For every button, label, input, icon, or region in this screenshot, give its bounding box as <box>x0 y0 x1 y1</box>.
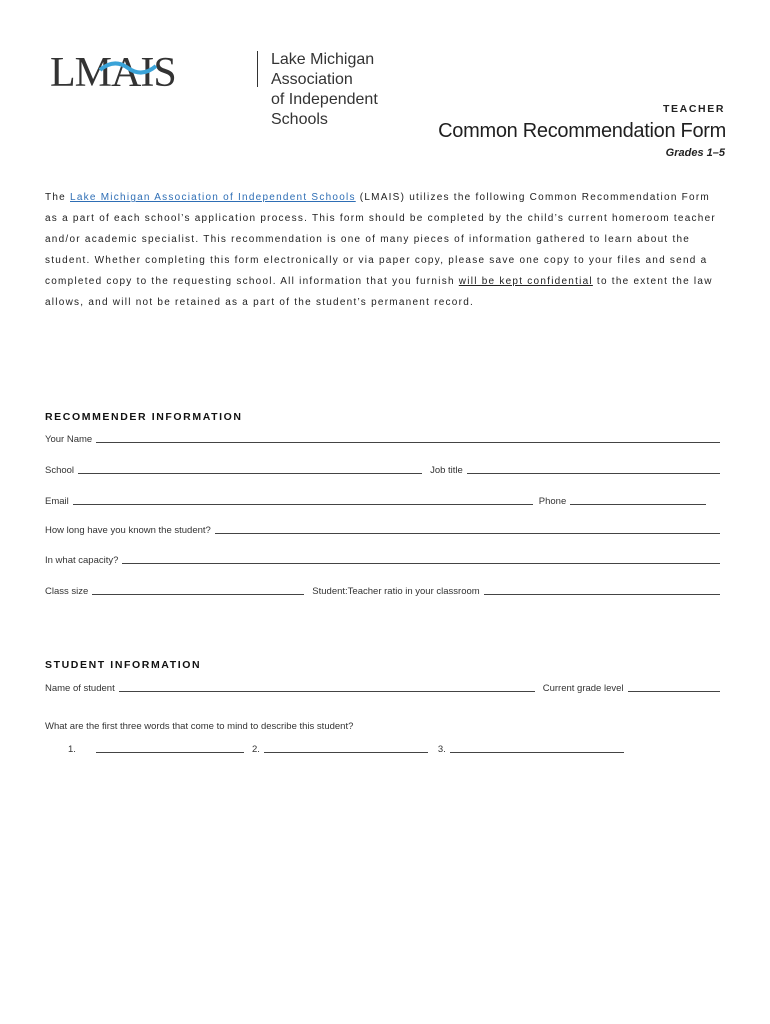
job-title-field[interactable] <box>467 463 720 474</box>
recommender-section-heading: RECOMMENDER INFORMATION <box>45 411 243 423</box>
known-duration-field[interactable] <box>215 523 720 534</box>
your-name-label: Your Name <box>45 434 93 445</box>
word-1-number: 1. <box>68 744 76 755</box>
phone-label: Phone <box>538 496 567 507</box>
email-label: Email <box>45 496 69 507</box>
known-row <box>45 522 720 536</box>
word-3-number: 3. <box>437 744 446 755</box>
school-row <box>45 462 720 476</box>
student-name-label: Name of student <box>45 683 115 694</box>
ratio-label: Student:Teacher ratio in your classroom <box>312 586 480 597</box>
school-field[interactable] <box>78 463 422 474</box>
word-2-field[interactable] <box>264 742 428 753</box>
lmais-logo-mark <box>50 48 196 94</box>
phone-field[interactable] <box>570 494 706 505</box>
logo-wordmark: LMAIS <box>50 50 176 94</box>
your-name-field[interactable] <box>96 432 720 443</box>
form-title: Common Recommendation Form <box>438 120 726 142</box>
intro-paragraph <box>45 187 725 313</box>
three-words-question-row <box>45 718 720 732</box>
organization-name-line-1: Lake Michigan Association <box>271 51 375 88</box>
form-type-label: TEACHER <box>663 103 725 115</box>
student-section-heading: STUDENT INFORMATION <box>45 659 202 671</box>
class-size-label: Class size <box>45 586 89 597</box>
word-3-field[interactable] <box>450 742 624 753</box>
three-words-question: What are the first three words that come to mind to describe this student? <box>45 721 354 732</box>
capacity-field[interactable] <box>122 553 720 564</box>
capacity-row <box>45 552 720 566</box>
email-row <box>45 493 720 507</box>
grade-level-field[interactable] <box>628 681 720 692</box>
intro-text-middle: (LMAIS) utilizes the following Common Recommendation Form as a part of each school’s application process. This form should be completed by the child’s current homeroom teacher and/or academic specialist. This recommendation is one of many pieces of information gathered to learn about the student. Whether completing this form electronically or via paper copy, please save one copy to your files and send a completed copy to the requesting school. All information that you furnish <box>45 192 716 287</box>
email-field[interactable] <box>73 494 533 505</box>
logo-divider <box>257 51 258 87</box>
lmais-link[interactable]: Lake Michigan Association of Independent Schools <box>70 192 356 203</box>
ratio-field[interactable] <box>484 584 720 595</box>
job-title-label: Job title <box>430 465 463 476</box>
organization-name-line-2: of Independent Schools <box>271 91 378 128</box>
organization-name <box>271 50 430 130</box>
student-name-row <box>45 680 720 694</box>
student-name-field[interactable] <box>119 681 535 692</box>
grades-subtitle: Grades 1–5 <box>665 147 725 159</box>
word-2-number: 2. <box>251 744 260 755</box>
known-duration-label: How long have you known the student? <box>45 525 211 536</box>
school-label: School <box>45 465 75 476</box>
three-words-row <box>64 741 624 755</box>
intro-text-start: The <box>45 192 71 203</box>
capacity-label: In what capacity? <box>45 555 119 566</box>
grade-level-label: Current grade level <box>542 683 624 694</box>
intro-text-end: to the extent the law allows, and will not be retained as a part of the student’s permanent record. <box>45 276 713 308</box>
your-name-row <box>45 431 720 445</box>
class-size-field[interactable] <box>92 584 304 595</box>
class-size-row <box>45 583 720 597</box>
word-1-field[interactable] <box>96 742 244 753</box>
confidential-emphasis: will be kept confidential <box>458 276 593 287</box>
lmais-logo <box>50 48 430 128</box>
